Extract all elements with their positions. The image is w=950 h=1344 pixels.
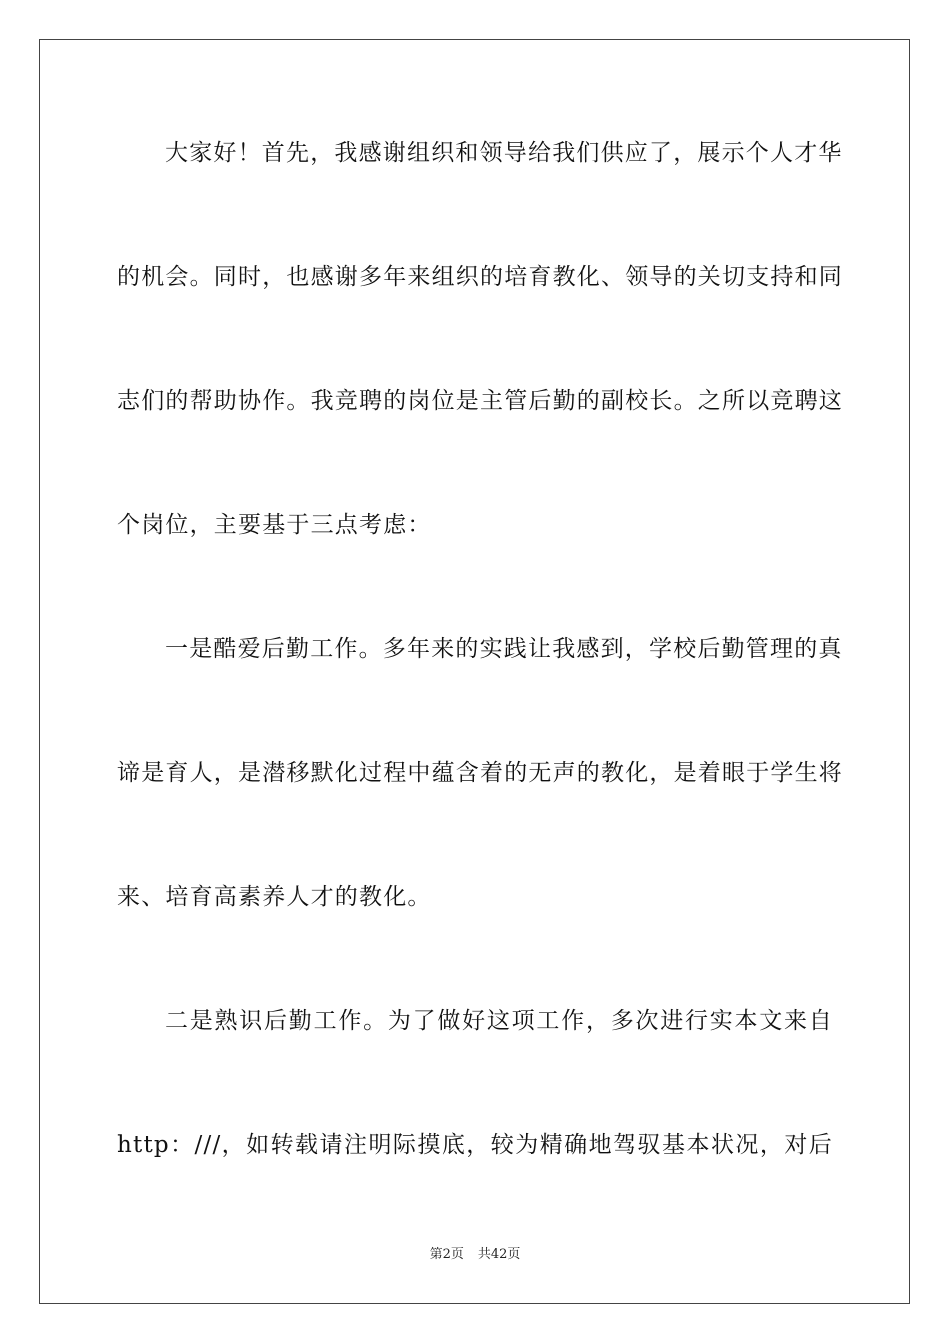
paragraph-line: 来、培育高素养人才的教化。 — [117, 884, 432, 910]
page-footer — [0, 1247, 950, 1263]
paragraph-line: 一是酷爱后勤工作。多年来的实践让我感到，学校后勤管理的真 — [165, 636, 843, 662]
page-number: 第2页 — [429, 1247, 464, 1262]
paragraph-line: 的机会。同时，也感谢多年来组织的培育教化、领导的关切支持和同 — [117, 264, 843, 290]
page-frame — [39, 39, 910, 1304]
paragraph-line: 个岗位，主要基于三点考虑： — [117, 512, 432, 538]
paragraph-line: http：///，如转载请注明际摸底，较为精确地驾驭基本状况，对后 — [117, 1132, 833, 1158]
paragraph-line: 志们的帮助协作。我竞聘的岗位是主管后勤的副校长。之所以竞聘这 — [117, 388, 843, 414]
paragraph-line: 谛是育人，是潜移默化过程中蕴含着的无声的教化，是着眼于学生将 — [117, 760, 843, 786]
paragraph-line: 大家好！首先，我感谢组织和领导给我们供应了，展示个人才华 — [165, 140, 843, 166]
paragraph-line: 二是熟识后勤工作。为了做好这项工作，多次进行实本文来自 — [165, 1008, 833, 1034]
total-pages: 共42页 — [477, 1247, 521, 1262]
